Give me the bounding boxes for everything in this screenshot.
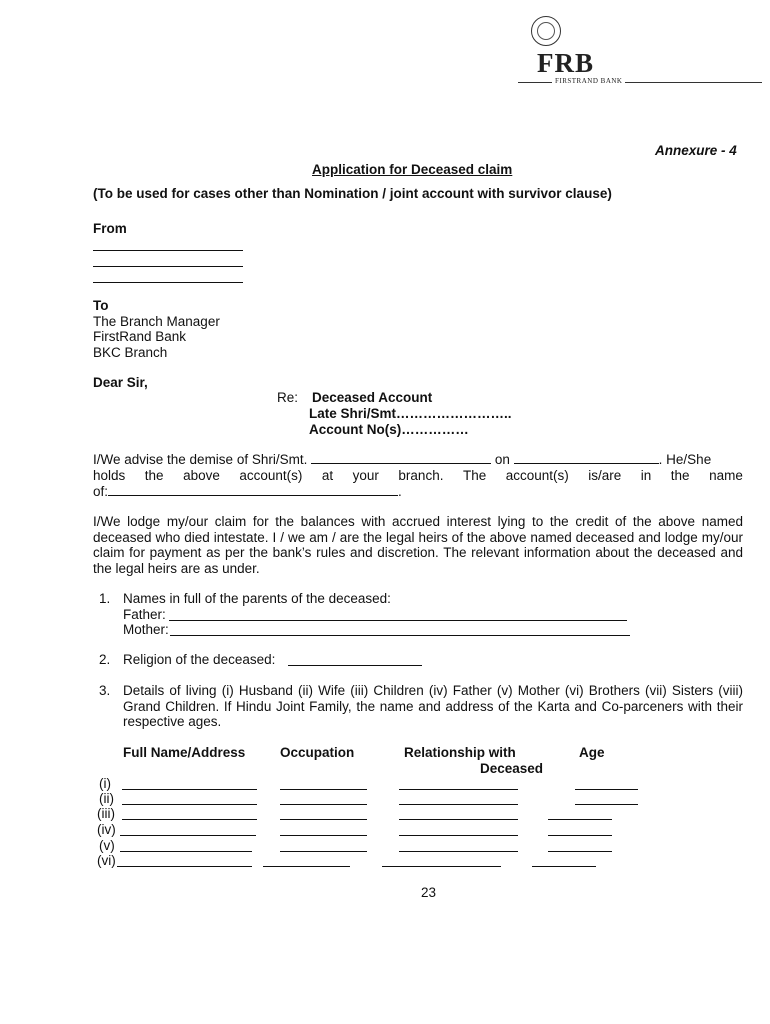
bank-logo: FRB (537, 48, 594, 78)
of-text: of: (93, 484, 109, 499)
father-name-field[interactable] (169, 620, 627, 621)
row6-name-field[interactable] (117, 866, 252, 867)
mother-label: Mother: (123, 622, 169, 637)
demise-date-field[interactable] (514, 452, 659, 464)
row-label-1: (i) (99, 776, 111, 791)
mother-name-field[interactable] (170, 635, 630, 636)
form-subtitle: (To be used for cases other than Nomination / joint account with survivor clause) (93, 186, 612, 201)
address-line-1: The Branch Manager (93, 314, 220, 329)
re-account: Account No(s)…………… (309, 422, 469, 437)
from-line-2[interactable] (93, 266, 243, 267)
row2-occupation-field[interactable] (280, 804, 367, 805)
word: is/are (588, 468, 622, 483)
row5-occupation-field[interactable] (280, 851, 367, 852)
header-full-name: Full Name/Address (123, 745, 246, 760)
from-line-1[interactable] (93, 250, 243, 251)
row4-age-field[interactable] (548, 835, 612, 836)
word: in (640, 468, 652, 483)
row2-relationship-field[interactable] (399, 804, 518, 805)
row6-relationship-field[interactable] (382, 866, 501, 867)
header-age: Age (579, 745, 605, 760)
account-name-field[interactable] (108, 484, 398, 496)
logo-rule-left (518, 82, 552, 83)
page-number: 23 (421, 885, 437, 900)
word: the (670, 468, 690, 483)
row4-occupation-field[interactable] (280, 835, 367, 836)
row-label-2: (ii) (99, 791, 114, 806)
row5-name-field[interactable] (120, 851, 252, 852)
row3-relationship-field[interactable] (399, 819, 518, 820)
word: above (183, 468, 220, 483)
word: name (709, 468, 743, 483)
header-occupation: Occupation (280, 745, 355, 760)
row3-name-field[interactable] (122, 819, 257, 820)
para1-line1 (93, 452, 743, 467)
word: account(s) (239, 468, 303, 483)
demise-text: I/We advise the demise of Shri/Smt. (93, 452, 308, 467)
word: at (321, 468, 334, 483)
re-prefix: Re: (277, 390, 299, 405)
item1-number: 1. (99, 591, 111, 606)
row1-occupation-field[interactable] (280, 789, 367, 790)
claim-paragraph: I/We lodge my/our claim for the balances with accrued interest lying to the credit of the above named deceased who died intestate. I / we am / are the legal heirs of the above named deceased and lodge my/our claim for payment as per the bank’s rules and discretion. The relevant information about the deceased and the legal heirs are as under. (93, 514, 743, 576)
bank-seal-icon (531, 16, 561, 46)
row-label-4: (iv) (97, 822, 116, 837)
item2-number: 2. (99, 652, 111, 667)
row-label-6: (vi) (97, 853, 116, 868)
re-late: Late Shri/Smt…………………….. (309, 406, 512, 421)
row6-occupation-field[interactable] (263, 866, 350, 867)
word: holds (93, 468, 126, 483)
row4-name-field[interactable] (120, 835, 256, 836)
row6-age-field[interactable] (532, 866, 596, 867)
row1-name-field[interactable] (122, 789, 257, 790)
para1-line2 (93, 468, 743, 483)
header-deceased: Deceased (480, 761, 544, 776)
address-line-3: BKC Branch (93, 345, 168, 360)
word: your (352, 468, 379, 483)
para1-line3 (93, 484, 402, 499)
word: The (462, 468, 487, 483)
row3-occupation-field[interactable] (280, 819, 367, 820)
item3-text: Details of living (i) Husband (ii) Wife (iii) Children (iv) Father (v) Mother (vi) Brothers (vii) Sisters (viii) Grand Children. If Hindu Joint Family, the name and address of the Karta and Co-parceners with their respective ages. (123, 683, 743, 729)
father-label: Father: (123, 607, 166, 622)
row-label-5: (v) (99, 838, 115, 853)
annexure-label: Annexure - 4 (655, 143, 737, 158)
row2-age-field[interactable] (575, 804, 638, 805)
row1-age-field[interactable] (575, 789, 638, 790)
from-label: From (93, 221, 127, 236)
row-label-3: (iii) (97, 806, 115, 821)
item3-number: 3. (99, 683, 111, 698)
heshe-text: . He/She (658, 452, 712, 467)
address-line-2: FirstRand Bank (93, 329, 187, 344)
header-relationship: Relationship with (404, 745, 516, 760)
row1-relationship-field[interactable] (399, 789, 518, 790)
item2-text: Religion of the deceased: (123, 652, 276, 667)
row4-relationship-field[interactable] (399, 835, 518, 836)
word: branch. (398, 468, 444, 483)
row5-relationship-field[interactable] (399, 851, 518, 852)
on-text: on (494, 452, 510, 467)
re-subject: Deceased Account (312, 390, 433, 405)
row2-name-field[interactable] (122, 804, 257, 805)
word: the (144, 468, 164, 483)
logo-rule-right (625, 82, 762, 83)
item1-text: Names in full of the parents of the deceased: (123, 591, 391, 606)
salutation: Dear Sir, (93, 375, 148, 390)
deceased-name-field[interactable] (311, 452, 491, 464)
period: . (398, 484, 402, 499)
row5-age-field[interactable] (548, 851, 612, 852)
from-line-3[interactable] (93, 282, 243, 283)
bank-logo-subtitle: FIRSTRAND BANK (555, 77, 623, 85)
religion-field[interactable] (288, 665, 422, 666)
to-label: To (93, 298, 109, 313)
row3-age-field[interactable] (548, 819, 612, 820)
word: account(s) (505, 468, 569, 483)
form-title: Application for Deceased claim (312, 162, 513, 177)
